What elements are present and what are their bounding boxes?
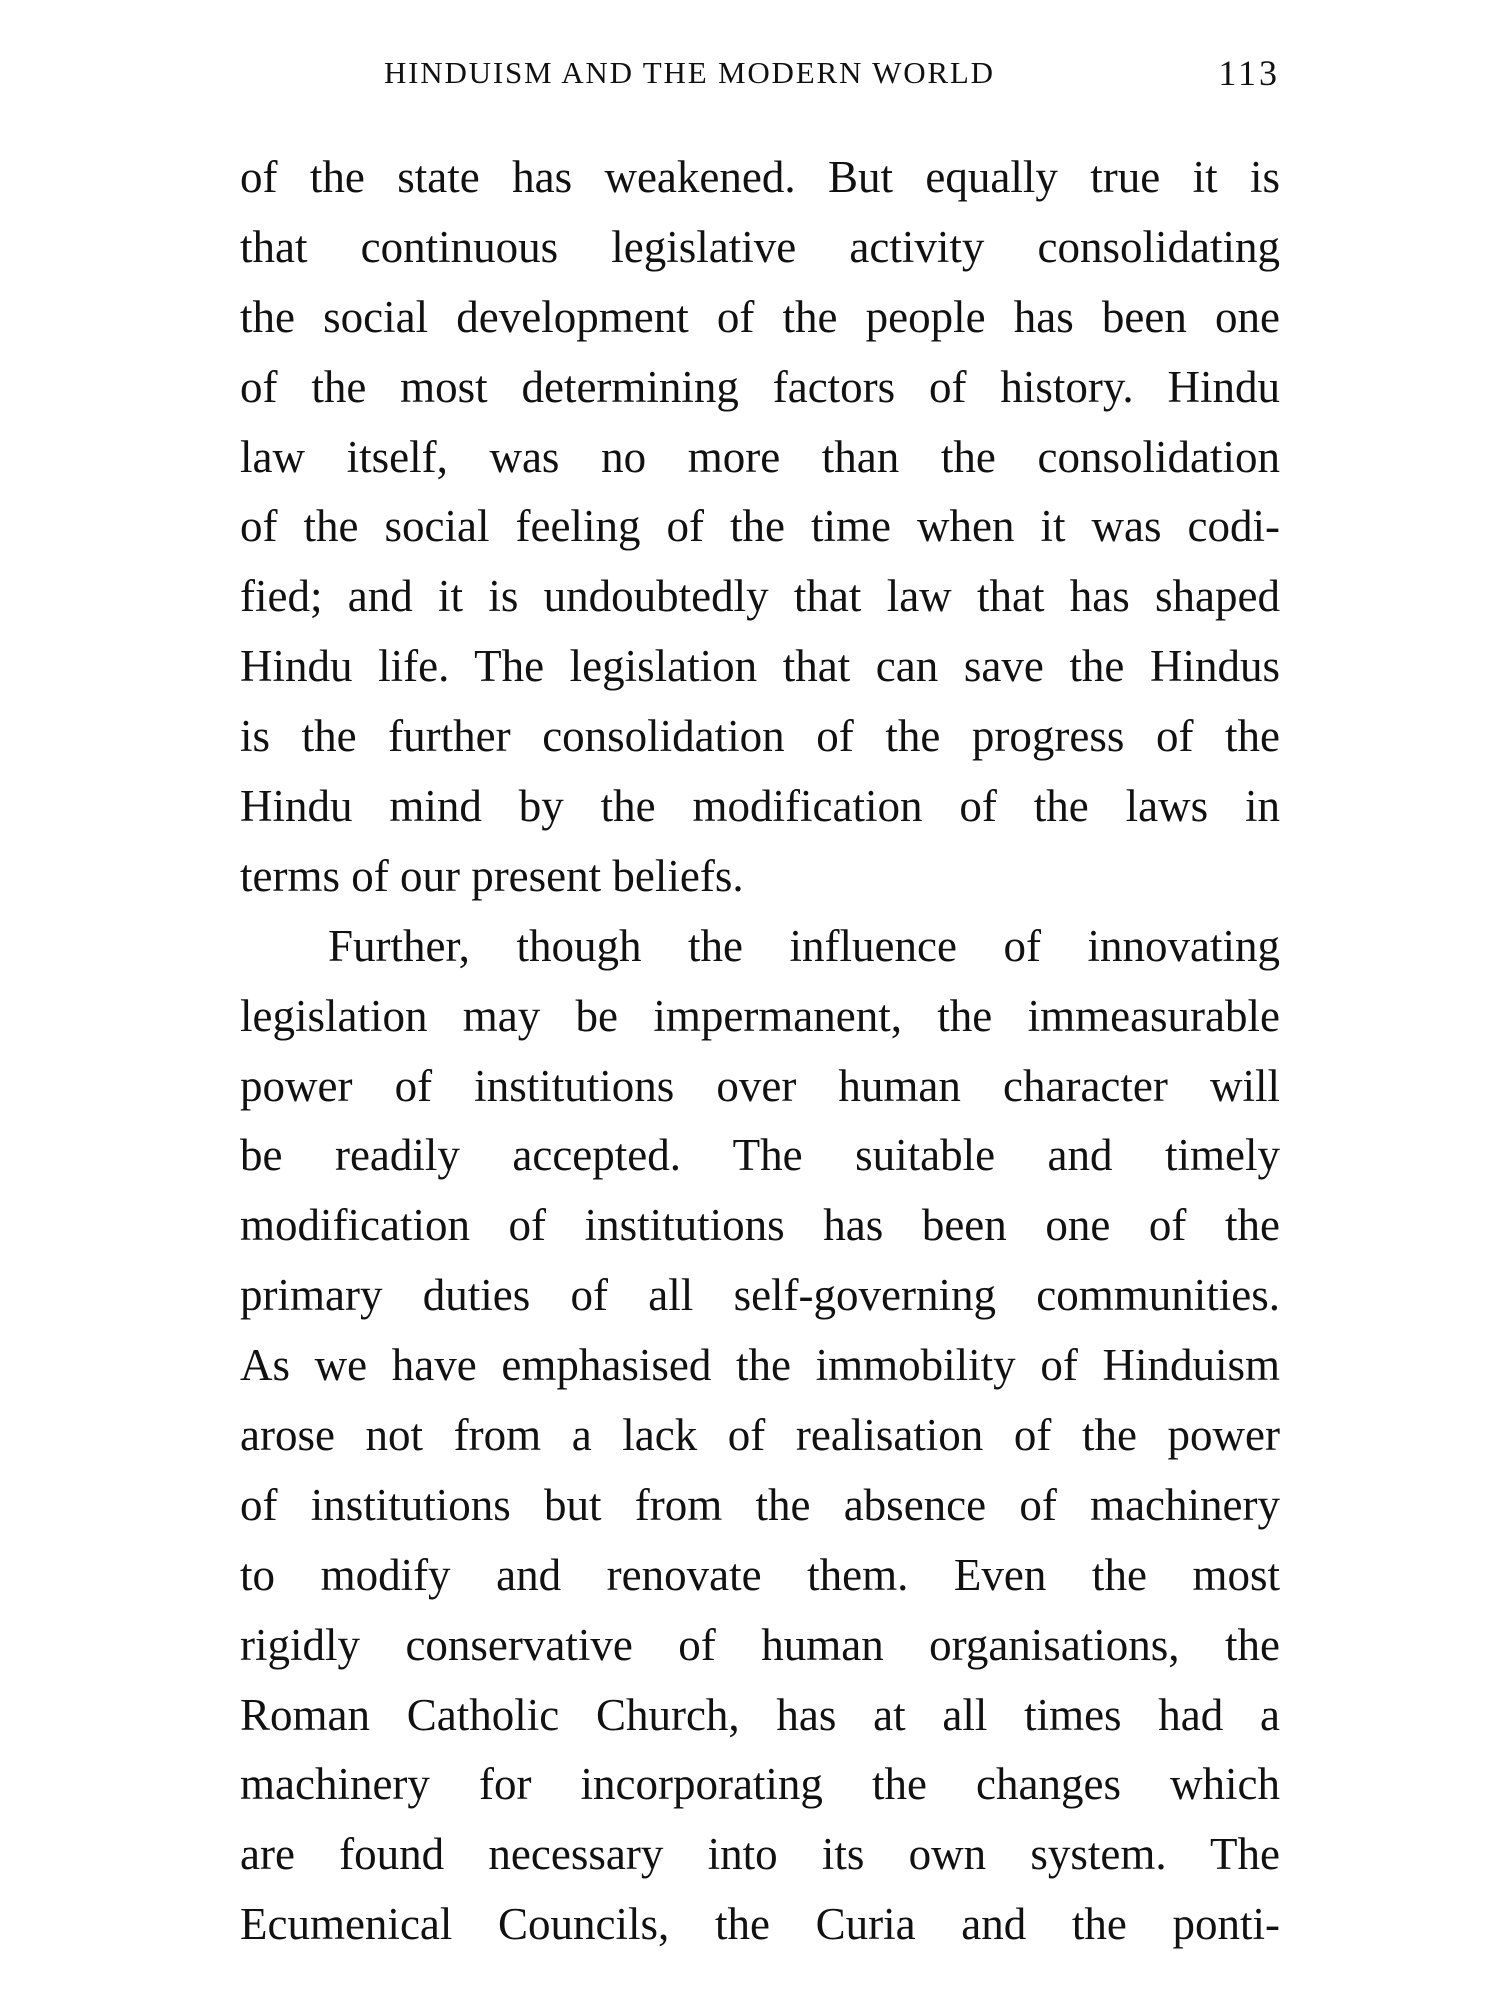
text-line: arose not from a lack of realisation of the power — [240, 1410, 1280, 1461]
text-line: of the social feeling of the time when it was codi- — [240, 501, 1280, 552]
text-line: legislation may be impermanent, the immeasurable — [240, 990, 1280, 1041]
body-text — [240, 143, 1280, 1960]
text-line: is the further consolidation of the progress of the — [240, 711, 1280, 762]
text-line: of the most determining factors of history. Hindu — [240, 361, 1280, 412]
text-line: terms of our present beliefs. — [240, 850, 744, 901]
text-line: Hindu mind by the modification of the laws in — [240, 781, 1280, 832]
text-line: of the state has weakened. But equally true it is — [240, 152, 1280, 202]
text-line: modification of institutions has been one of the — [240, 1200, 1280, 1251]
text-line: fied; and it is undoubtedly that law that has shaped — [240, 571, 1280, 622]
text-line: Ecumenical Councils, the Curia and the ponti- — [240, 1899, 1280, 1950]
text-line: rigidly conservative of human organisations, the — [240, 1619, 1280, 1670]
text-line: of institutions but from the absence of machinery — [240, 1479, 1280, 1530]
text-line: power of institutions over human character will — [240, 1060, 1280, 1111]
text-line: primary duties of all self-governing communities. — [240, 1270, 1280, 1321]
text-line: As we have emphasised the immobility of Hinduism — [240, 1340, 1280, 1391]
text-line: Hindu life. The legislation that can save the Hindus — [240, 641, 1280, 692]
page-number: 113 — [1218, 53, 1280, 93]
text-line: Further, though the influence of innovating — [328, 920, 1280, 971]
text-line: machinery for incorporating the changes which — [240, 1759, 1280, 1810]
text-line: the social development of the people has been one — [240, 291, 1280, 342]
running-title: HINDUISM AND THE MODERN WORLD — [384, 55, 995, 90]
text-line: that continuous legislative activity consolidating — [240, 221, 1280, 272]
text-line: law itself, was no more than the consolidation — [240, 431, 1280, 482]
text-line: are found necessary into its own system. The — [240, 1829, 1280, 1880]
running-head — [240, 48, 1280, 98]
text-line: be readily accepted. The suitable and timely — [240, 1130, 1280, 1181]
text-line: to modify and renovate them. Even the most — [240, 1549, 1280, 1600]
text-line: Roman Catholic Church, has at all times had a — [240, 1689, 1280, 1740]
